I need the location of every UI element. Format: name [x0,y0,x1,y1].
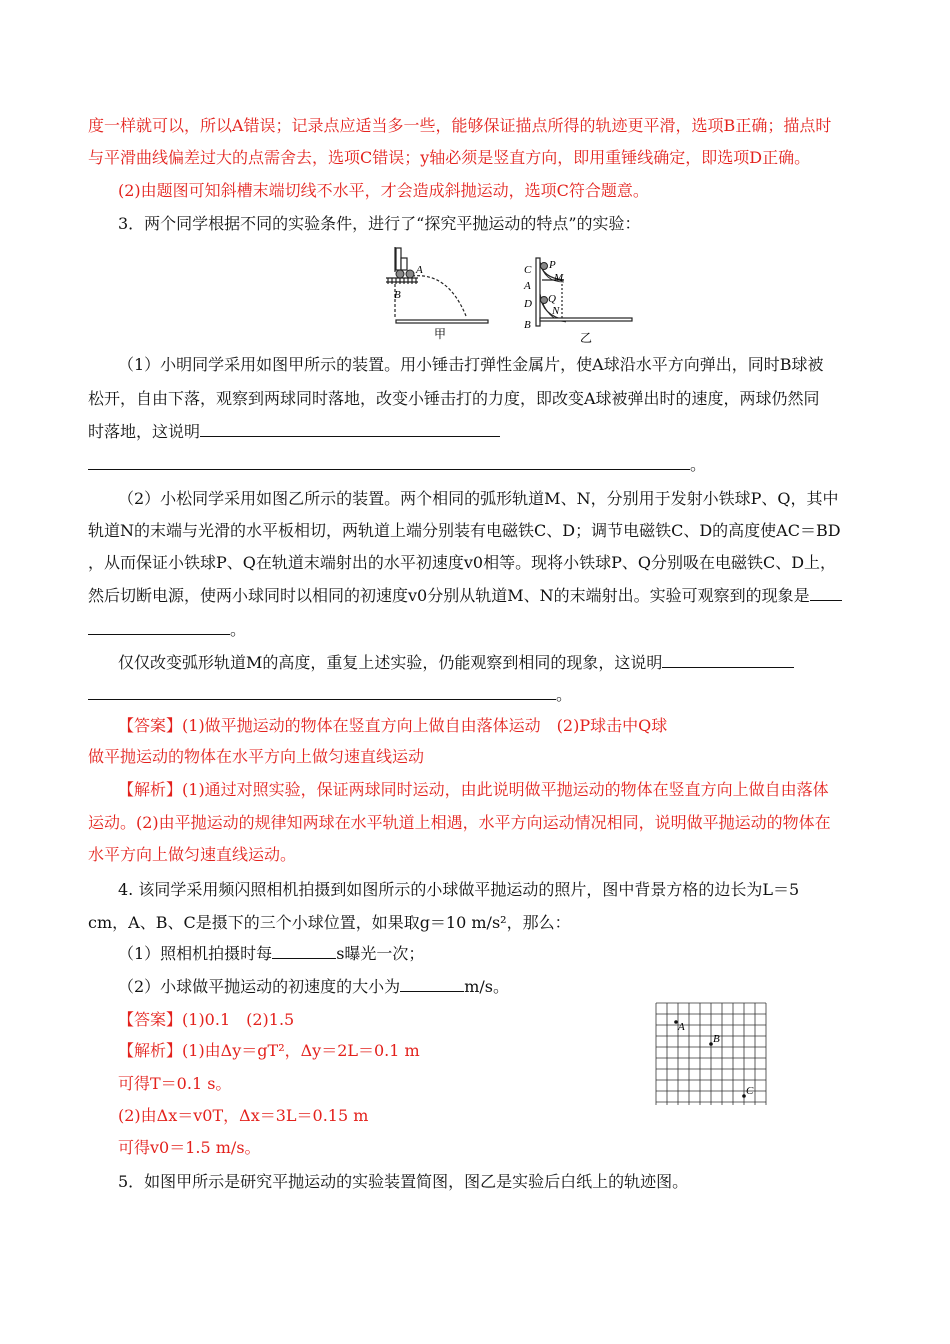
question-text: 时落地，这说明 [88,422,201,441]
figure-jia [378,242,490,340]
label-a: A [524,280,531,292]
question-text: 松开，自由下落，观察到两球同时落地，改变小锤击打的力度，即改变A球被弹出时的速度，两球仍然同 [88,389,820,408]
question-3-stem: 3．两个同学根据不同的实验条件，进行了“探究平抛运动的特点”的实验： [118,214,641,233]
solution-line: (2)由题图可知斜槽末端切线不水平，才会造成斜抛运动，选项C符合题意。 [118,181,649,200]
answer-blank[interactable] [200,422,500,437]
answer-blank[interactable] [810,586,842,601]
label-b: B [394,289,401,301]
label-q: Q [548,293,556,305]
question-text: m/s。 [464,977,509,996]
question-text-with-blank [118,653,794,673]
explanation-text: (1)通过对照实验，保证两球同时运动，由此说明做平抛运动的物体在竖直方向上做自由落体 [182,780,829,799]
question-text-with-blank [118,977,509,997]
question-text: 然后切断电源，使两小球同时以相同的初速度v0分别从轨道M、N的末端射出。实验可观察到的现象是 [88,586,810,605]
question-text: 仅仅改变弧形轨道M的高度，重复上述实验，仍能观察到相同的现象，这说明 [118,653,663,672]
label-c: C [524,264,532,276]
solution-line: 与平滑曲线偏差过大的点需舍去，选项C错误；y轴必须是竖直方向，即用重锤线确定，即选项D正确。 [88,148,811,167]
answer-line [118,716,667,736]
question-4-stem: cm，A、B、C是摄下的三个小球位置，如果取g＝10 m/s²，那么： [88,913,571,932]
answer-blank[interactable] [272,944,336,959]
question-5-stem: 5．如图甲所示是研究平抛运动的实验装置简图，图乙是实验后白纸上的轨迹图。 [118,1172,689,1191]
question-text: （1）照相机拍摄时每 [118,944,273,963]
question-text: （2）小球做平抛运动的初速度的大小为 [118,977,401,996]
question-text-with-blank [88,455,706,475]
question-4-stem: 4. 该同学采用频闪照相机拍摄到如图所示的小球做平抛运动的照片，图中背景方格的边长为L＝5 [118,880,800,899]
question-text: （2）小松同学采用如图乙所示的装置。两个相同的弧形轨道M、N，分别用于发射小铁球P、Q，其中 [118,489,839,508]
label-b: B [524,319,531,331]
label-d: D [524,298,532,310]
figure-caption: 甲 [434,327,447,340]
label-b: B [713,1033,720,1045]
explanation-text: 可得T＝0.1 s。 [118,1074,232,1093]
explanation-tag: 【解析】 [118,780,183,799]
question-text: 轨道N的末端与光滑的水平板相切，两轨道上端分别装有电磁铁C、D；调节电磁铁C、D的高度使AC＝BD [88,521,841,540]
explanation-tag: 【解析】 [118,1041,183,1060]
answer-text: (1)做平抛运动的物体在竖直方向上做自由落体运动 (2)P球击中Q球 [182,716,668,735]
explanation-text: 可得v0＝1.5 m/s。 [118,1138,261,1157]
solution-line: 度一样就可以，所以A错误；记录点应适当多一些，能够保证描点所得的轨迹更平滑，选项B正确；描点时 [88,116,832,135]
question-text-with-blank [118,944,424,964]
explanation-line [118,1041,420,1061]
label-p: P [549,259,556,271]
label-a: A [416,264,423,276]
label-c: C [746,1085,754,1097]
question-text-with-blank [88,586,842,606]
explanation-text: (1)由Δy＝gT²，Δy＝2L＝0.1 m [182,1041,420,1060]
question-text: ，从而保证小铁球P、Q在轨道末端射出的水平初速度v0相等。现将小铁球P、Q分别吸在电磁铁C、D上， [88,553,837,572]
grid-figure [654,1001,768,1107]
explanation-text: 水平方向上做匀速直线运动。 [88,845,297,864]
question-text-with-blank [88,422,500,442]
explanation-text: 运动。(2)由平抛运动的规律知两球在水平轨道上相遇，水平方向运动情况相同，说明做平抛运动的物体在 [88,813,831,832]
label-n: N [552,305,560,317]
punctuation: 。 [230,620,247,639]
punctuation: 。 [690,455,707,474]
question-text: s曝光一次； [336,944,425,963]
question-text-with-blank [88,620,246,640]
explanation-line [118,780,829,800]
answer-tag: 【答案】 [118,716,183,735]
answer-blank[interactable] [88,685,556,700]
question-text-with-blank [88,685,572,705]
answer-blank[interactable] [400,977,464,992]
explanation-text: (2)由Δx＝v0T，Δx＝3L＝0.15 m [118,1106,369,1125]
punctuation: 。 [556,685,573,704]
answer-line [118,1010,294,1030]
answer-tag: 【答案】 [118,1010,183,1029]
answer-blank[interactable] [88,455,690,470]
answer-blank[interactable] [88,620,230,635]
label-m: M [554,272,564,284]
question-text: （1）小明同学采用如图甲所示的装置。用小锤击打弹性金属片，使A球沿水平方向弹出，同时B球被 [118,355,824,374]
answer-text: (1)0.1 (2)1.5 [182,1010,295,1029]
label-a: A [678,1021,685,1033]
answer-blank[interactable] [662,653,794,668]
figure-yi [520,256,636,346]
answer-text: 做平抛运动的物体在水平方向上做匀速直线运动 [88,747,425,766]
figure-caption: 乙 [580,331,593,345]
